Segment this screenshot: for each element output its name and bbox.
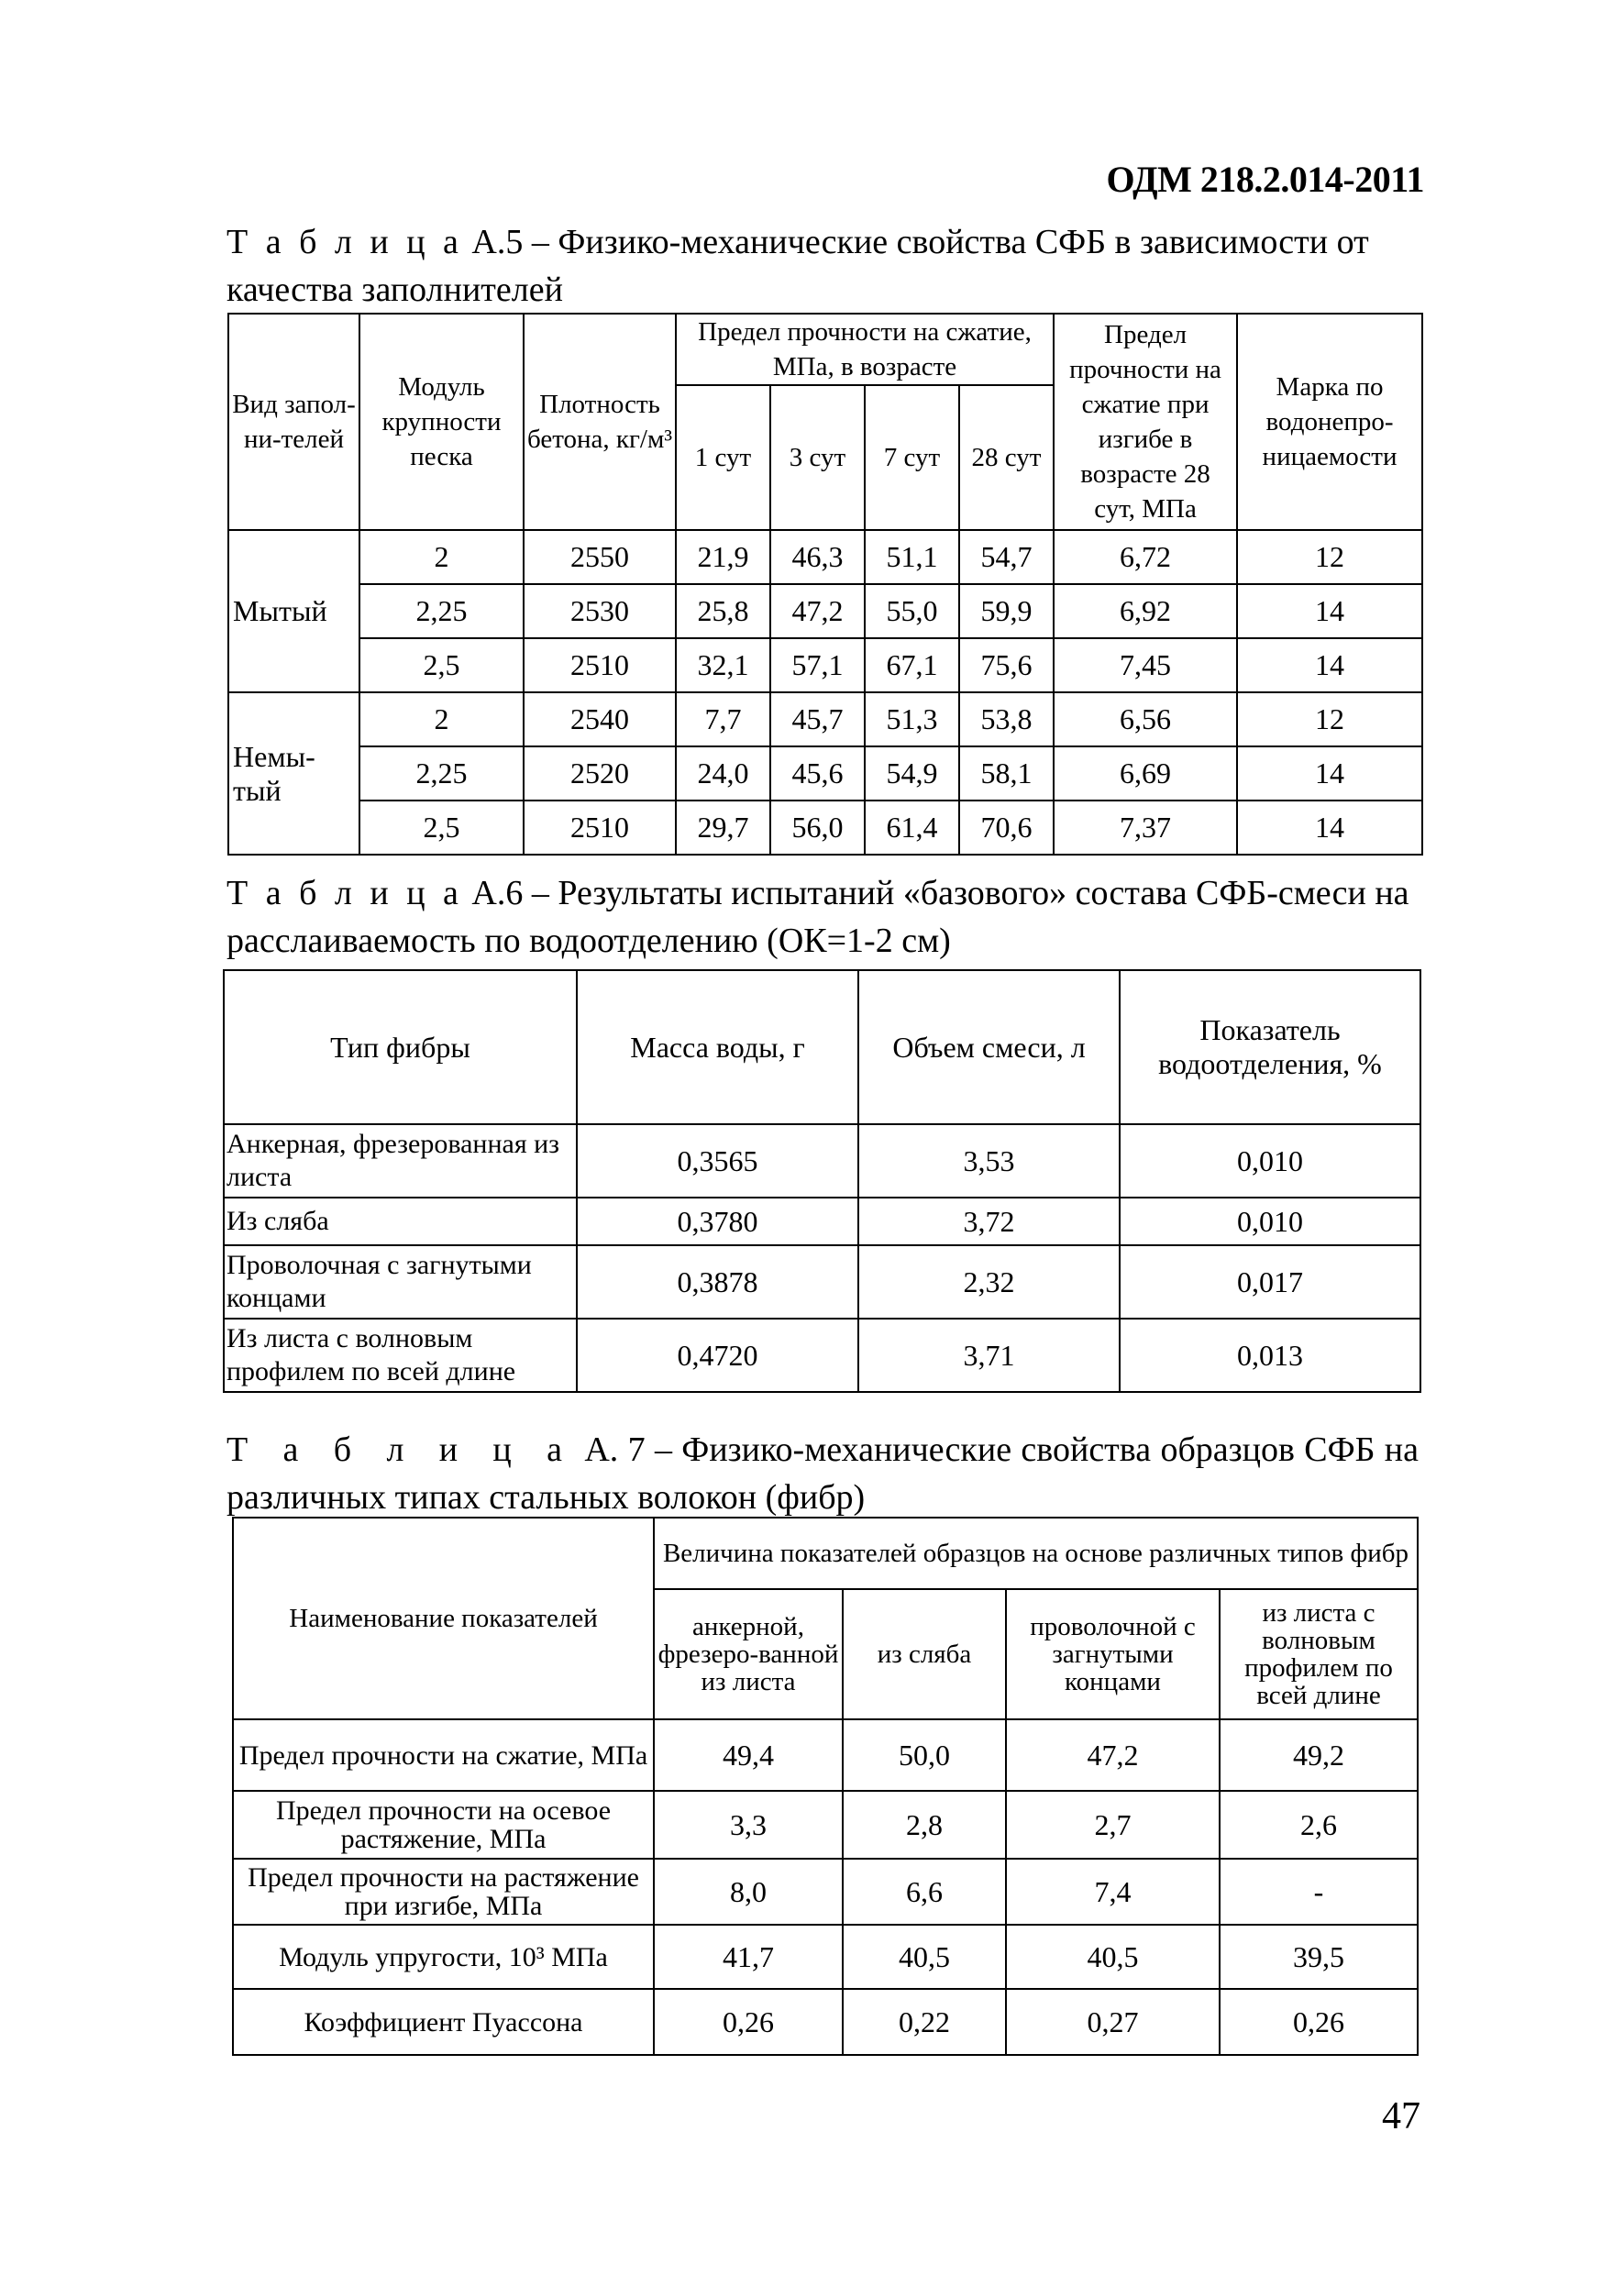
cell-water-mass: 0,3878 — [577, 1245, 858, 1319]
table-row — [233, 1925, 1418, 1989]
cell-day-3: 56,0 — [770, 801, 865, 855]
cell-grade: 12 — [1237, 692, 1422, 746]
cell-flexural: 6,56 — [1054, 692, 1237, 746]
cell-indicator: Модуль упругости, 10³ МПа — [233, 1925, 654, 1989]
header-sand-modulus: Модуль крупности песка — [359, 314, 524, 530]
cell-day-1: 32,1 — [676, 638, 770, 692]
group-washed: Мытый — [228, 530, 359, 692]
table-row — [224, 1124, 1420, 1198]
cell-day-28: 53,8 — [959, 692, 1054, 746]
cell-modulus: 2,5 — [359, 638, 524, 692]
table-row — [233, 1989, 1418, 2055]
cell-fiber-type: Проволочная с загнутыми концами — [224, 1245, 577, 1319]
cell-modulus: 2 — [359, 530, 524, 584]
cell-anchor: 49,4 — [654, 1719, 843, 1791]
header-slab-fiber: из сляба — [843, 1589, 1006, 1719]
header-age-1: 1 сут — [676, 385, 770, 530]
cell-slab: 0,22 — [843, 1989, 1006, 2055]
cell-bleeding-index: 0,017 — [1120, 1245, 1420, 1319]
header-indicator: Наименование показателей — [233, 1518, 654, 1719]
cell-mix-volume: 3,53 — [858, 1124, 1120, 1198]
cell-day-3: 47,2 — [770, 584, 865, 638]
group-unwashed: Немы-тый — [228, 692, 359, 855]
cell-wire: 0,27 — [1006, 1989, 1220, 2055]
header-fiber-group: Величина показателей образцов на основе различных типов фибр — [654, 1518, 1418, 1589]
table-a7-caption-text: А. 7 – Физико-механические свойства образцов СФБ на различных типах стальных волокон (фибр) — [226, 1430, 1420, 1517]
cell-anchor: 3,3 — [654, 1791, 843, 1859]
table-a6 — [223, 969, 1421, 1393]
cell-day-3: 45,7 — [770, 692, 865, 746]
cell-day-28: 75,6 — [959, 638, 1054, 692]
cell-anchor: 0,26 — [654, 1989, 843, 2055]
table-row — [228, 638, 1422, 692]
cell-day-28: 58,1 — [959, 746, 1054, 801]
cell-density: 2540 — [524, 692, 676, 746]
cell-day-3: 46,3 — [770, 530, 865, 584]
table-a6-caption — [226, 869, 1419, 965]
cell-mix-volume: 2,32 — [858, 1245, 1120, 1319]
cell-day-1: 29,7 — [676, 801, 770, 855]
cell-wave: - — [1220, 1859, 1418, 1925]
page-number: 47 — [1382, 2095, 1420, 2137]
cell-mix-volume: 3,71 — [858, 1319, 1120, 1392]
table-row — [233, 1859, 1418, 1925]
cell-fiber-type: Анкерная, фрезерованная из листа — [224, 1124, 577, 1198]
header-age-7: 7 сут — [865, 385, 959, 530]
table-a7-caption — [226, 1426, 1419, 1521]
header-aggregate-type: Вид запол-ни-телей — [228, 314, 359, 530]
table-a7-caption-label: Т а б л и ц а — [226, 1430, 575, 1469]
cell-density: 2550 — [524, 530, 676, 584]
table-row — [233, 1791, 1418, 1859]
cell-density: 2520 — [524, 746, 676, 801]
cell-modulus: 2,25 — [359, 584, 524, 638]
cell-slab: 40,5 — [843, 1925, 1006, 1989]
cell-day-7: 51,1 — [865, 530, 959, 584]
cell-grade: 14 — [1237, 801, 1422, 855]
header-flexural: Предел прочности на сжатие при изгибе в возрасте 28 сут, МПа — [1054, 314, 1237, 530]
header-water-grade: Марка по водонепро-ницаемости — [1237, 314, 1422, 530]
cell-grade: 14 — [1237, 584, 1422, 638]
header-age-3: 3 сут — [770, 385, 865, 530]
header-age-28: 28 сут — [959, 385, 1054, 530]
table-row — [228, 530, 1422, 584]
header-fiber-type: Тип фибры — [224, 970, 577, 1124]
table-a6-caption-label: Т а б л и ц а — [226, 874, 463, 912]
cell-indicator: Предел прочности на сжатие, МПа — [233, 1719, 654, 1791]
header-compressive-group: Предел прочности на сжатие, МПа, в возрасте — [676, 314, 1054, 385]
cell-flexural: 6,92 — [1054, 584, 1237, 638]
header-wave-fiber: из листа с волновым профилем по всей длине — [1220, 1589, 1418, 1719]
cell-wave: 2,6 — [1220, 1791, 1418, 1859]
table-row — [228, 746, 1422, 801]
cell-modulus: 2,5 — [359, 801, 524, 855]
cell-grade: 14 — [1237, 638, 1422, 692]
header-water-mass: Масса воды, г — [577, 970, 858, 1124]
cell-flexural: 7,45 — [1054, 638, 1237, 692]
cell-day-7: 67,1 — [865, 638, 959, 692]
table-row — [228, 801, 1422, 855]
cell-bleeding-index: 0,010 — [1120, 1198, 1420, 1245]
cell-flexural: 7,37 — [1054, 801, 1237, 855]
table-a5-caption — [226, 218, 1419, 314]
cell-density: 2530 — [524, 584, 676, 638]
table-row — [224, 1198, 1420, 1245]
header-mix-volume: Объем смеси, л — [858, 970, 1120, 1124]
header-bleeding-index: Показатель водоотделения, % — [1120, 970, 1420, 1124]
table-a5-caption-label: Т а б л и ц а — [226, 223, 463, 261]
cell-day-3: 57,1 — [770, 638, 865, 692]
table-a5-caption-text: А.5 – Физико-механические свойства СФБ в зависимости от качества заполнителей — [226, 223, 1369, 309]
cell-water-mass: 0,3780 — [577, 1198, 858, 1245]
cell-indicator: Предел прочности на растяжение при изгибе, МПа — [233, 1859, 654, 1925]
header-wire-fiber: проволочной с загнутыми концами — [1006, 1589, 1220, 1719]
cell-anchor: 8,0 — [654, 1859, 843, 1925]
cell-flexural: 6,69 — [1054, 746, 1237, 801]
table-row — [224, 1319, 1420, 1392]
cell-wire: 40,5 — [1006, 1925, 1220, 1989]
cell-wave: 49,2 — [1220, 1719, 1418, 1791]
cell-slab: 2,8 — [843, 1791, 1006, 1859]
cell-wire: 47,2 — [1006, 1719, 1220, 1791]
cell-day-1: 21,9 — [676, 530, 770, 584]
cell-bleeding-index: 0,010 — [1120, 1124, 1420, 1198]
cell-flexural: 6,72 — [1054, 530, 1237, 584]
cell-modulus: 2 — [359, 692, 524, 746]
cell-density: 2510 — [524, 801, 676, 855]
table-row — [224, 1245, 1420, 1319]
page-header: ОДМ 218.2.014-2011 — [1106, 159, 1424, 200]
cell-fiber-type: Из сляба — [224, 1198, 577, 1245]
cell-day-28: 59,9 — [959, 584, 1054, 638]
cell-day-28: 54,7 — [959, 530, 1054, 584]
cell-grade: 12 — [1237, 530, 1422, 584]
header-anchor-fiber: анкерной, фрезеро-ванной из листа — [654, 1589, 843, 1719]
cell-fiber-type: Из листа с волновым профилем по всей длине — [224, 1319, 577, 1392]
cell-slab: 50,0 — [843, 1719, 1006, 1791]
cell-day-7: 54,9 — [865, 746, 959, 801]
cell-day-1: 25,8 — [676, 584, 770, 638]
cell-day-7: 55,0 — [865, 584, 959, 638]
table-row — [228, 692, 1422, 746]
table-a7 — [232, 1517, 1419, 2056]
table-a5 — [227, 313, 1423, 856]
cell-day-7: 61,4 — [865, 801, 959, 855]
cell-day-7: 51,3 — [865, 692, 959, 746]
cell-bleeding-index: 0,013 — [1120, 1319, 1420, 1392]
cell-modulus: 2,25 — [359, 746, 524, 801]
cell-day-28: 70,6 — [959, 801, 1054, 855]
cell-anchor: 41,7 — [654, 1925, 843, 1989]
cell-water-mass: 0,4720 — [577, 1319, 858, 1392]
cell-wire: 7,4 — [1006, 1859, 1220, 1925]
cell-wave: 39,5 — [1220, 1925, 1418, 1989]
cell-indicator: Коэффициент Пуассона — [233, 1989, 654, 2055]
cell-water-mass: 0,3565 — [577, 1124, 858, 1198]
cell-day-3: 45,6 — [770, 746, 865, 801]
cell-wire: 2,7 — [1006, 1791, 1220, 1859]
cell-density: 2510 — [524, 638, 676, 692]
table-row — [233, 1719, 1418, 1791]
cell-indicator: Предел прочности на осевое растяжение, МПа — [233, 1791, 654, 1859]
cell-day-1: 24,0 — [676, 746, 770, 801]
cell-day-1: 7,7 — [676, 692, 770, 746]
table-a6-caption-text: А.6 – Результаты испытаний «базового» состава СФБ-смеси на расслаиваемость по водоотделению (ОК=1-2 см) — [226, 874, 1409, 960]
table-row — [228, 584, 1422, 638]
cell-slab: 6,6 — [843, 1859, 1006, 1925]
cell-mix-volume: 3,72 — [858, 1198, 1120, 1245]
header-density: Плотность бетона, кг/м³ — [524, 314, 676, 530]
cell-wave: 0,26 — [1220, 1989, 1418, 2055]
cell-grade: 14 — [1237, 746, 1422, 801]
